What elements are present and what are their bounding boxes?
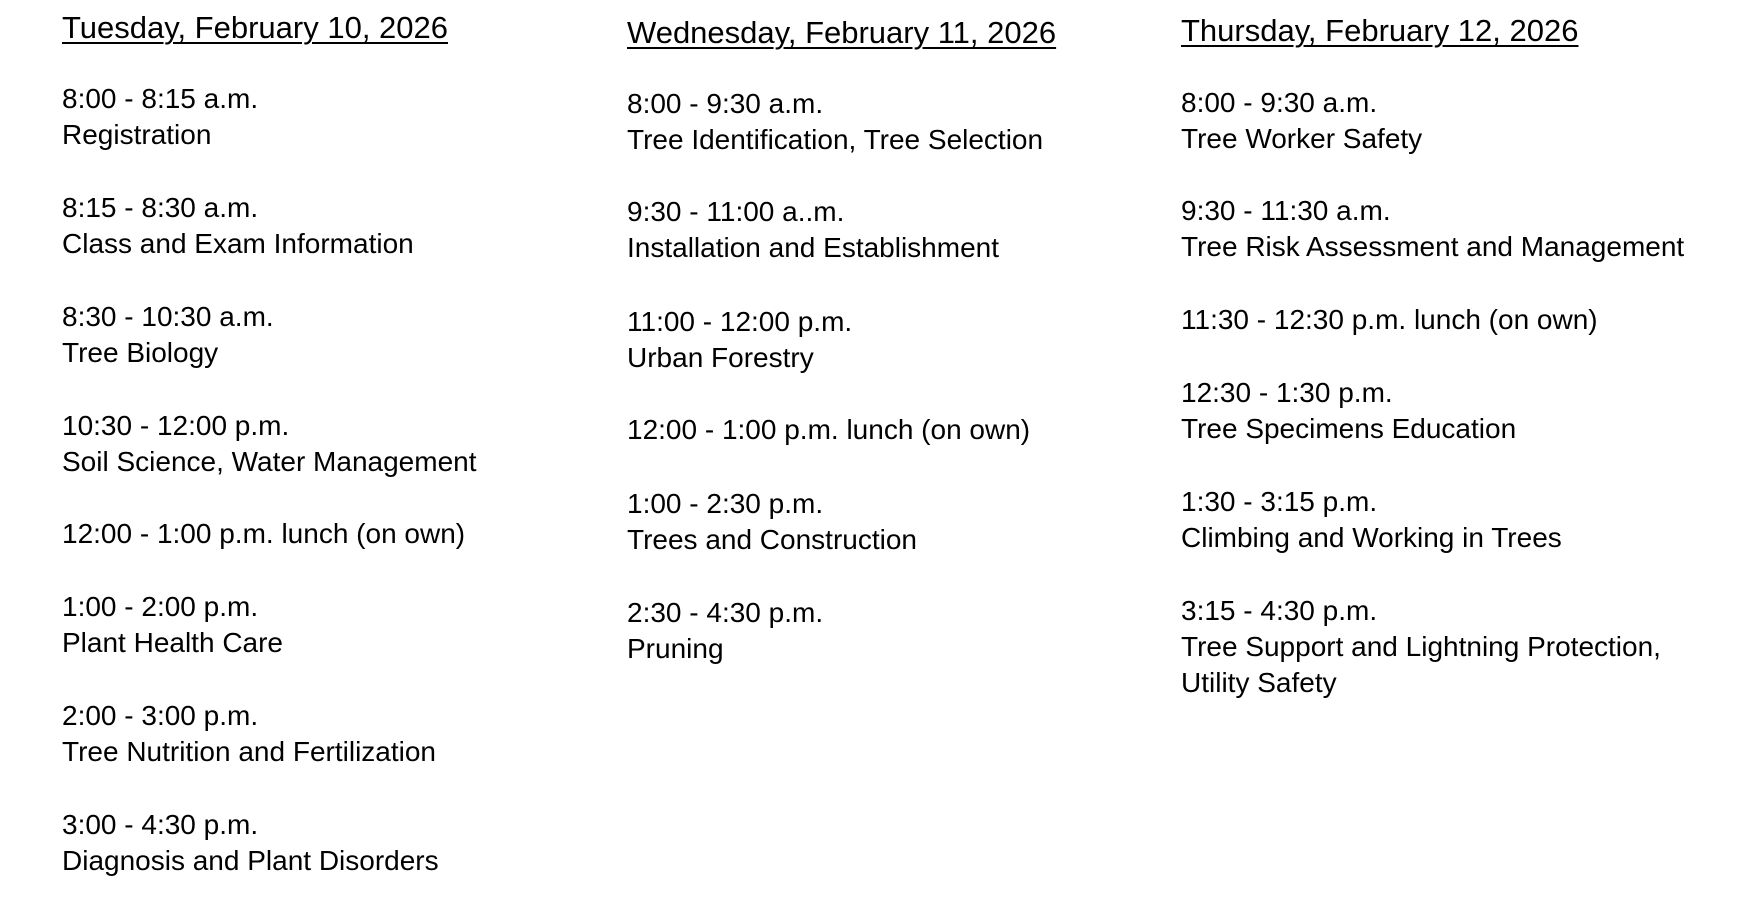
session-title: Urban Forestry bbox=[627, 342, 814, 373]
session-time: 8:15 - 8:30 a.m. bbox=[62, 192, 259, 223]
session-time: 12:30 - 1:30 p.m. bbox=[1181, 377, 1393, 408]
session-block bbox=[1181, 484, 1562, 556]
session-block bbox=[627, 194, 999, 266]
session-block bbox=[62, 81, 258, 153]
session-lunch: 12:00 - 1:00 p.m. lunch (on own) bbox=[62, 518, 466, 549]
session-block bbox=[62, 589, 283, 661]
session-block bbox=[627, 486, 917, 558]
session-title: Tree Specimens Education bbox=[1181, 413, 1517, 444]
session-title: Trees and Construction bbox=[627, 524, 917, 555]
session-title-continued: Utility Safety bbox=[1181, 667, 1337, 698]
session-time: 2:00 - 3:00 p.m. bbox=[62, 700, 259, 731]
session-title: Pruning bbox=[627, 633, 724, 664]
session-title: Tree Support and Lightning Protection, bbox=[1181, 631, 1661, 662]
session-time: 3:00 - 4:30 p.m. bbox=[62, 809, 259, 840]
session-title: Tree Identification, Tree Selection bbox=[627, 124, 1044, 155]
session-title: Tree Risk Assessment and Management bbox=[1181, 231, 1685, 262]
session-time: 10:30 - 12:00 p.m. bbox=[62, 410, 290, 441]
session-time: 8:30 - 10:30 a.m. bbox=[62, 301, 274, 332]
session-title: Class and Exam Information bbox=[62, 228, 414, 259]
session-title: Tree Worker Safety bbox=[1181, 123, 1423, 154]
session-time: 8:00 - 9:30 a.m. bbox=[627, 88, 824, 119]
session-time: 8:00 - 9:30 a.m. bbox=[1181, 87, 1378, 118]
session-block bbox=[62, 408, 477, 480]
day-heading: Wednesday, February 11, 2026 bbox=[627, 15, 1057, 50]
day-heading: Thursday, February 12, 2026 bbox=[1181, 13, 1579, 48]
session-time: 1:00 - 2:00 p.m. bbox=[62, 591, 259, 622]
session-block bbox=[627, 595, 823, 667]
session-time: 1:30 - 3:15 p.m. bbox=[1181, 486, 1378, 517]
session-time: 9:30 - 11:30 a.m. bbox=[1181, 195, 1391, 226]
session-block bbox=[1181, 375, 1516, 447]
session-time: 11:00 - 12:00 p.m. bbox=[627, 306, 853, 337]
session-block bbox=[1181, 193, 1684, 265]
session-block bbox=[627, 86, 1043, 158]
session-title: Installation and Establishment bbox=[627, 232, 999, 263]
session-time: 9:30 - 11:00 a..m. bbox=[627, 196, 845, 227]
session-block bbox=[62, 516, 465, 552]
session-block bbox=[62, 299, 274, 371]
session-block bbox=[627, 412, 1030, 448]
session-block bbox=[1181, 302, 1598, 338]
session-time: 8:00 - 8:15 a.m. bbox=[62, 83, 259, 114]
session-block bbox=[627, 304, 852, 376]
session-time: 3:15 - 4:30 p.m. bbox=[1181, 595, 1378, 626]
session-time: 1:00 - 2:30 p.m. bbox=[627, 488, 824, 519]
session-block bbox=[1181, 85, 1422, 157]
session-time: 2:30 - 4:30 p.m. bbox=[627, 597, 824, 628]
session-title: Soil Science, Water Management bbox=[62, 446, 477, 477]
session-title: Climbing and Working in Trees bbox=[1181, 522, 1562, 553]
session-title: Plant Health Care bbox=[62, 627, 284, 658]
session-title: Tree Nutrition and Fertilization bbox=[62, 736, 437, 767]
session-block bbox=[62, 807, 439, 879]
session-title: Tree Biology bbox=[62, 337, 219, 368]
session-block bbox=[62, 698, 436, 770]
session-title: Registration bbox=[62, 119, 212, 150]
day-heading: Tuesday, February 10, 2026 bbox=[62, 10, 449, 45]
session-lunch: 12:00 - 1:00 p.m. lunch (on own) bbox=[627, 414, 1031, 445]
session-title: Diagnosis and Plant Disorders bbox=[62, 845, 439, 876]
session-block bbox=[1181, 593, 1661, 701]
session-block bbox=[62, 190, 414, 262]
session-lunch: 11:30 - 12:30 p.m. lunch (on own) bbox=[1181, 304, 1598, 335]
